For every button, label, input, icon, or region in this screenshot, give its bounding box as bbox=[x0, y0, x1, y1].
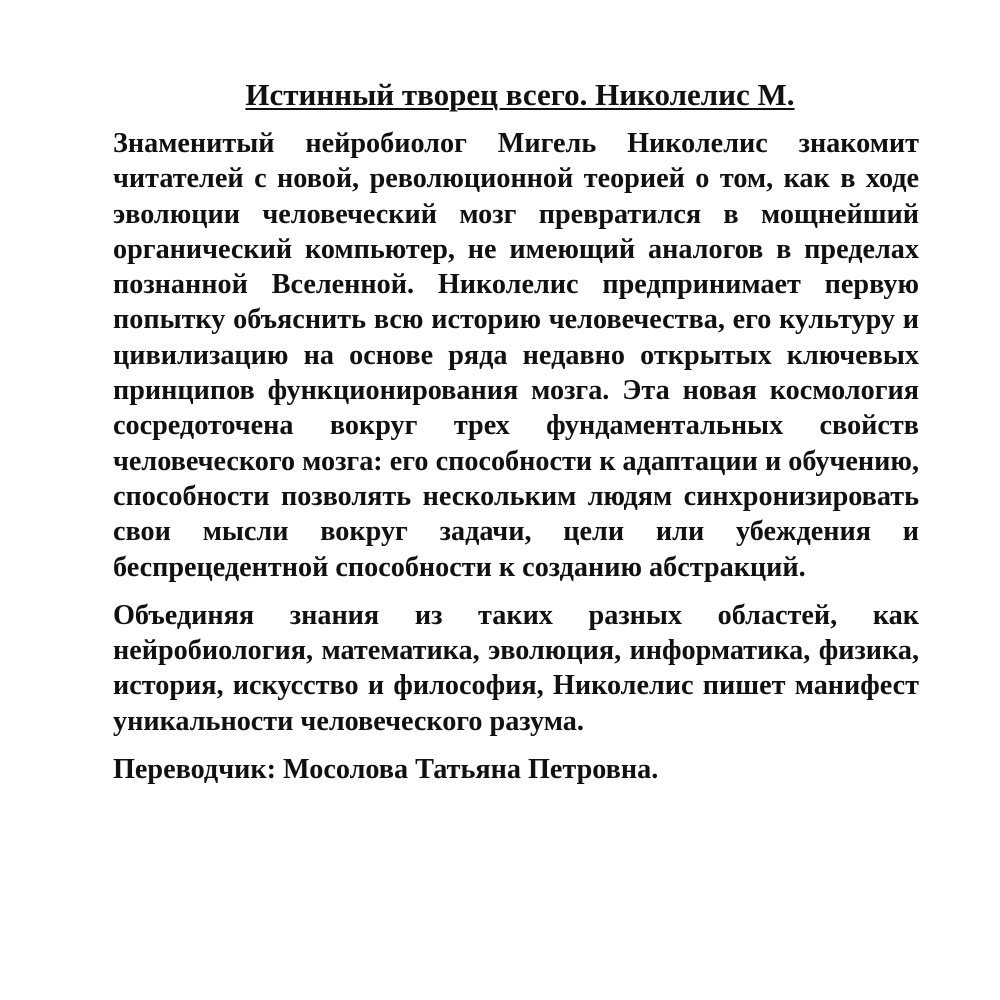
document-page bbox=[113, 76, 919, 787]
paragraph-summary: Объединяя знания из таких разных областей, как нейробиология, математика, эволюция, информатика, физика, история, искусство и философия, Николелис пишет манифест уникальности человеческого разума. bbox=[113, 599, 919, 737]
paragraph-translator: Переводчик: Мосолова Татьяна Петровна. bbox=[113, 754, 659, 786]
document-title: Истинный творец всего. Николелис М. bbox=[245, 77, 795, 112]
paragraph-description: Знаменитый нейробиолог Мигель Николелис знакомит читателей с новой, революционной теорией о том, как в ходе эволюции человеческий мозг превратился в мощнейший органический компьютер, не имеющий аналогов в пределах познанной Вселенной. Николелис предпринимает первую попытку объяснить всю историю человечества, его культуру и цивилизацию на основе ряда недавно открытых ключевых принципов функционирования мозга. Эта новая космология сосредоточена вокруг трех фундаментальных свойств человеческого мозга: его способности к адаптации и обучению, способности позволять нескольким людям синхронизировать свои мысли вокруг задачи, цели или убеждения и беспрецедентной способности к созданию абстракций. bbox=[113, 128, 919, 583]
